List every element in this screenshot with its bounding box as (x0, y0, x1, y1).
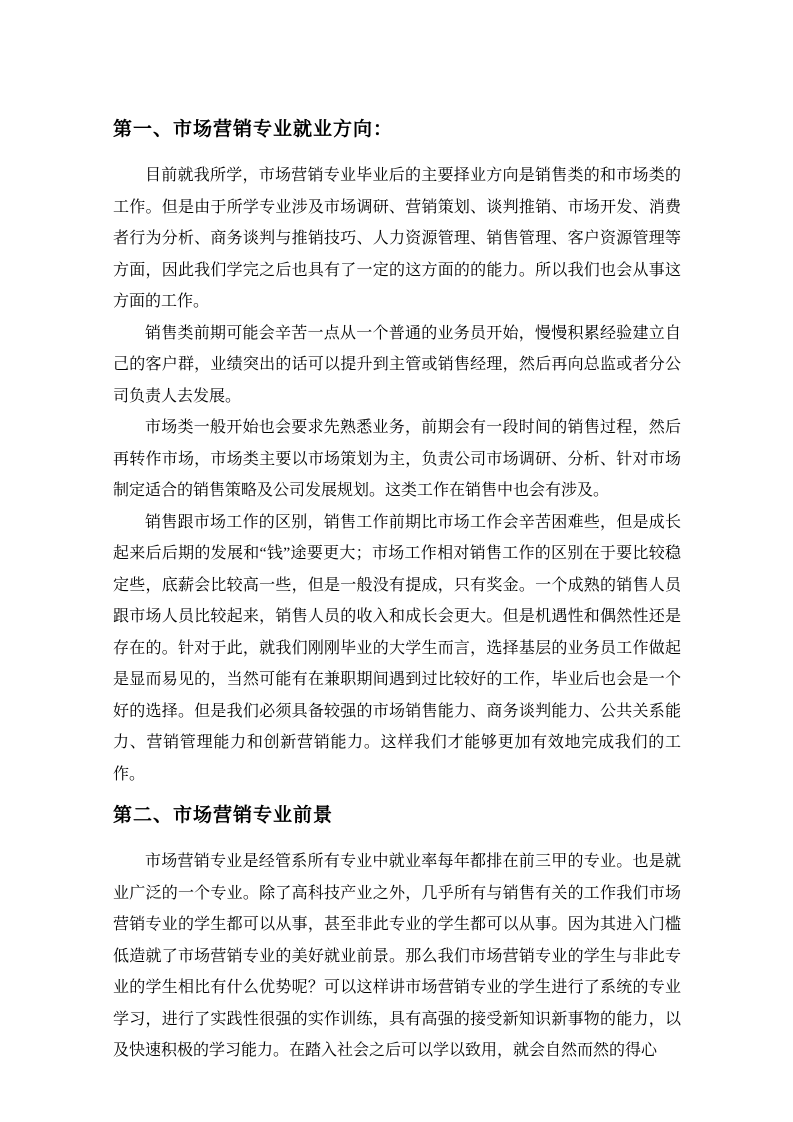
section-2-heading: 第二、市场营销专业前景 (113, 805, 334, 826)
section-1-paragraph-1: 目前就我所学，市场营销专业毕业后的主要择业方向是销售类的和市场类的工作。但是由于所学专业涉及市场调研、营销策划、谈判推销、市场开发、消费者行为分析、商务谈判与推销技巧、人力资源管理、销售管理、客户资源管理等方面，因此我们学完之后也具有了一定的这方面的的能力。所以我们也会从事这方面的工作。 (113, 167, 681, 310)
section-1-heading: 第一、市场营销专业就业方向： (113, 119, 394, 140)
section-1-paragraph-3: 市场类一般开始也会要求先熟悉业务，前期会有一段时间的销售过程，然后再转作市场，市场类主要以市场策划为主，负责公司市场调研、分析、针对市场制定适合的销售策略及公司发展规划。这类工作在销售中也会有涉及。 (113, 419, 681, 499)
section-1-paragraph-2: 销售类前期可能会辛苦一点从一个普通的业务员开始，慢慢积累经验建立自己的客户群，业绩突出的话可以提升到主管或销售经理，然后再向总监或者分公司负责人去发展。 (113, 324, 681, 405)
section-2-paragraph-1: 市场营销专业是经管系所有专业中就业率每年都排在前三甲的专业。也是就业广泛的一个专业。除了高科技产业之外，几乎所有与销售有关的工作我们市场营销专业的学生都可以从事，甚至非此专业的学生都可以从事。因为其进入门槛低造就了市场营销专业的美好就业前景。那么我们市场营销专业的学生与非此专业的学生相比有什么优势呢？可以这样讲市场营销专业的学生进行了系统的专业学习，进行了实践性很强的实作训练，具有高强的接受新知识新事物的能力，以及快速积极的学习能力。在踏入社会之后可以学以致用，就会自然而然的得心 (113, 853, 681, 1059)
section-1-paragraph-4: 销售跟市场工作的区别，销售工作前期比市场工作会辛苦困难些，但是成长起来后后期的发展和“钱”途要更大；市场工作相对销售工作的区别在于要比较稳定些，底薪会比较高一些，但是一般没有提成，只有奖金。一个成熟的销售人员跟市场人员比较起来，销售人员的收入和成长会更大。但是机遇性和偶然性还是存在的。针对于此，就我们刚刚毕业的大学生而言，选择基层的业务员工作做起是显而易见的，当然可能有在兼职期间遇到过比较好的工作，毕业后也会是一个好的选择。但是我们必须具备较强的市场销售能力、商务谈判能力、公共关系能力、营销管理能力和创新营销能力。这样我们才能够更加有效地完成我们的工作。 (113, 513, 681, 783)
